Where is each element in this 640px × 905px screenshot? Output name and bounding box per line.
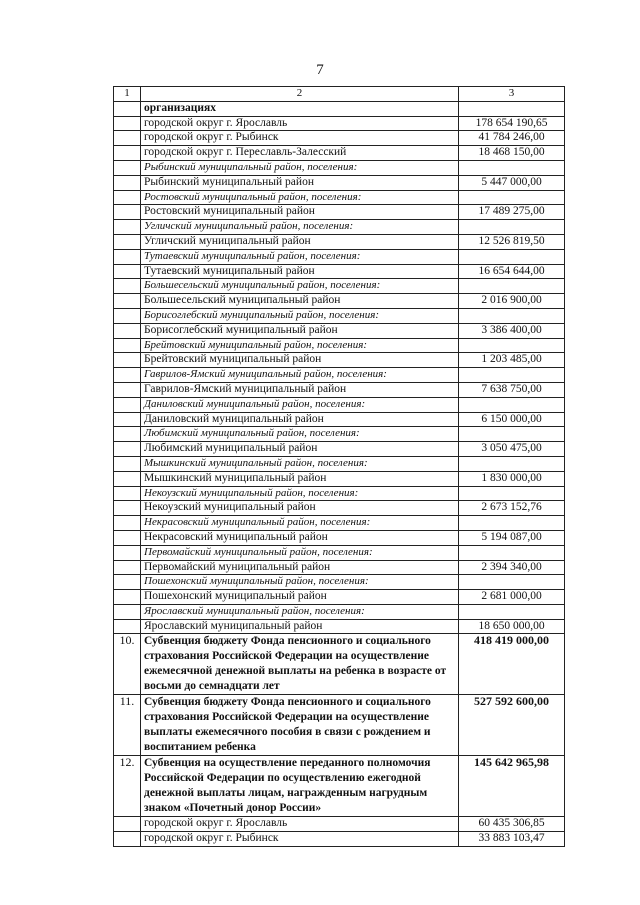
row-amount: 60 435 306,85 (459, 817, 565, 832)
table-row (114, 101, 565, 116)
row-amount: 5 194 087,00 (459, 530, 565, 545)
table-row (114, 456, 565, 471)
table-row (114, 353, 565, 368)
row-description: Некоузский муниципальный район, поселения: (141, 486, 459, 501)
table-row (114, 323, 565, 338)
row-number (114, 116, 141, 131)
table-row (114, 160, 565, 175)
row-number: 11. (114, 695, 141, 756)
row-amount (459, 190, 565, 205)
row-description: Борисоглебский муниципальный район (141, 323, 459, 338)
table-row (114, 619, 565, 634)
row-number (114, 575, 141, 590)
row-description: Гаврилов-Ямский муниципальный район (141, 382, 459, 397)
table-row (114, 604, 565, 619)
table-row (114, 530, 565, 545)
row-number (114, 101, 141, 116)
table-row (114, 756, 565, 817)
row-description: Пошехонский муниципальный район, поселения: (141, 575, 459, 590)
row-number (114, 175, 141, 190)
header-col-1: 1 (114, 87, 141, 102)
row-number (114, 501, 141, 516)
table-row (114, 832, 565, 847)
table-row (114, 560, 565, 575)
row-description: Первомайский муниципальный район (141, 560, 459, 575)
row-amount: 418 419 000,00 (459, 634, 565, 695)
table-row (114, 817, 565, 832)
row-amount (459, 279, 565, 294)
row-number (114, 604, 141, 619)
table-row (114, 501, 565, 516)
row-description: городской округ г. Переславль-Залесский (141, 146, 459, 161)
table-row (114, 234, 565, 249)
row-description: Угличский муниципальный район, поселения: (141, 220, 459, 235)
row-number (114, 832, 141, 847)
row-amount: 2 394 340,00 (459, 560, 565, 575)
row-description: Брейтовский муниципальный район (141, 353, 459, 368)
table-row (114, 695, 565, 756)
row-number: 12. (114, 756, 141, 817)
row-amount (459, 160, 565, 175)
row-number (114, 530, 141, 545)
row-description: Ярославский муниципальный район (141, 619, 459, 634)
row-number (114, 368, 141, 383)
row-description: Ростовский муниципальный район, поселения: (141, 190, 459, 205)
table-row (114, 397, 565, 412)
row-description: Ростовский муниципальный район (141, 205, 459, 220)
table-header-row (114, 87, 565, 102)
row-description: Гаврилов-Ямский муниципальный район, поселения: (141, 368, 459, 383)
row-description: Субвенция бюджету Фонда пенсионного и социального страхования Российской Федерации на осуществление выплаты ежемесячного пособия в связи с рождением и воспитанием ребенка (141, 695, 459, 756)
row-amount (459, 220, 565, 235)
row-number (114, 471, 141, 486)
row-number (114, 619, 141, 634)
row-number (114, 294, 141, 309)
table-row (114, 131, 565, 146)
table-row (114, 442, 565, 457)
row-amount (459, 516, 565, 531)
table-row (114, 338, 565, 353)
row-amount: 145 642 965,98 (459, 756, 565, 817)
row-amount (459, 545, 565, 560)
table-row (114, 368, 565, 383)
row-description: Пошехонский муниципальный район (141, 590, 459, 605)
row-number (114, 146, 141, 161)
row-amount (459, 249, 565, 264)
row-number (114, 264, 141, 279)
row-number (114, 249, 141, 264)
row-amount (459, 486, 565, 501)
row-amount: 2 681 000,00 (459, 590, 565, 605)
row-number (114, 382, 141, 397)
row-amount (459, 575, 565, 590)
row-amount: 3 386 400,00 (459, 323, 565, 338)
row-amount: 33 883 103,47 (459, 832, 565, 847)
row-amount: 18 468 150,00 (459, 146, 565, 161)
row-description: Угличский муниципальный район (141, 234, 459, 249)
row-amount: 3 050 475,00 (459, 442, 565, 457)
row-amount: 1 830 000,00 (459, 471, 565, 486)
row-amount (459, 427, 565, 442)
row-number (114, 338, 141, 353)
row-description: Мышкинский муниципальный район, поселения: (141, 456, 459, 471)
table-row (114, 116, 565, 131)
row-amount: 17 489 275,00 (459, 205, 565, 220)
row-amount: 7 638 750,00 (459, 382, 565, 397)
page-number: 7 (316, 62, 324, 78)
row-amount (459, 338, 565, 353)
subvention-table (113, 86, 565, 847)
row-description: Некрасовский муниципальный район, поселения: (141, 516, 459, 531)
row-description: Даниловский муниципальный район (141, 412, 459, 427)
table-row (114, 294, 565, 309)
row-description: Субвенция бюджету Фонда пенсионного и социального страхования Российской Федерации на осуществление ежемесячной денежной выплаты на ребенка в возрасте от восьми до семнадцати лет (141, 634, 459, 695)
row-number (114, 560, 141, 575)
row-number (114, 397, 141, 412)
row-description: Первомайский муниципальный район, поселения: (141, 545, 459, 560)
row-description: городской округ г. Рыбинск (141, 832, 459, 847)
row-description: городской округ г. Ярославль (141, 817, 459, 832)
table-row (114, 634, 565, 695)
row-amount: 2 016 900,00 (459, 294, 565, 309)
row-amount: 5 447 000,00 (459, 175, 565, 190)
row-number (114, 427, 141, 442)
row-description: городской округ г. Рыбинск (141, 131, 459, 146)
row-number (114, 590, 141, 605)
table-row (114, 516, 565, 531)
row-description: Тутаевский муниципальный район, поселения: (141, 249, 459, 264)
row-number (114, 516, 141, 531)
row-number (114, 279, 141, 294)
row-number (114, 353, 141, 368)
row-description: Тутаевский муниципальный район (141, 264, 459, 279)
table-row (114, 249, 565, 264)
table-row (114, 175, 565, 190)
row-number (114, 545, 141, 560)
row-description: Любимский муниципальный район, поселения: (141, 427, 459, 442)
row-number (114, 190, 141, 205)
row-amount: 12 526 819,50 (459, 234, 565, 249)
row-amount: 41 784 246,00 (459, 131, 565, 146)
row-number (114, 456, 141, 471)
row-amount: 16 654 644,00 (459, 264, 565, 279)
row-description: Рыбинский муниципальный район, поселения: (141, 160, 459, 175)
table-row (114, 590, 565, 605)
table-row (114, 486, 565, 501)
row-description: Рыбинский муниципальный район (141, 175, 459, 190)
table-row (114, 545, 565, 560)
row-description: Некоузский муниципальный район (141, 501, 459, 516)
row-number (114, 308, 141, 323)
row-number (114, 323, 141, 338)
table-row (114, 220, 565, 235)
header-col-3: 3 (459, 87, 565, 102)
row-description: организациях (141, 101, 459, 116)
table-row (114, 279, 565, 294)
row-number (114, 234, 141, 249)
row-amount: 527 592 600,00 (459, 695, 565, 756)
header-col-2: 2 (141, 87, 459, 102)
row-amount (459, 456, 565, 471)
row-amount: 1 203 485,00 (459, 353, 565, 368)
row-amount (459, 308, 565, 323)
row-description: Ярославский муниципальный район, поселения: (141, 604, 459, 619)
row-number: 10. (114, 634, 141, 695)
row-amount (459, 397, 565, 412)
row-amount: 2 673 152,76 (459, 501, 565, 516)
row-number (114, 486, 141, 501)
row-description: Большесельский муниципальный район (141, 294, 459, 309)
row-description: Мышкинский муниципальный район (141, 471, 459, 486)
row-description: Брейтовский муниципальный район, поселения: (141, 338, 459, 353)
row-description: Борисоглебский муниципальный район, поселения: (141, 308, 459, 323)
row-description: Большесельский муниципальный район, поселения: (141, 279, 459, 294)
row-description: городской округ г. Ярославль (141, 116, 459, 131)
row-description: Любимский муниципальный район (141, 442, 459, 457)
row-description: Даниловский муниципальный район, поселения: (141, 397, 459, 412)
row-number (114, 442, 141, 457)
row-amount: 178 654 190,65 (459, 116, 565, 131)
table-row (114, 412, 565, 427)
row-number (114, 220, 141, 235)
row-amount (459, 101, 565, 116)
row-number (114, 160, 141, 175)
table-row (114, 382, 565, 397)
table-row (114, 427, 565, 442)
row-amount (459, 604, 565, 619)
table-row (114, 575, 565, 590)
table-row (114, 264, 565, 279)
row-amount (459, 368, 565, 383)
row-amount: 6 150 000,00 (459, 412, 565, 427)
table-row (114, 471, 565, 486)
row-amount: 18 650 000,00 (459, 619, 565, 634)
row-description: Субвенция на осуществление переданного полномочия Российской Федерации по осуществлению ежегодной денежной выплаты лицам, награжденным нагрудным знаком «Почетный донор России» (141, 756, 459, 817)
table-row (114, 146, 565, 161)
table-row (114, 205, 565, 220)
table-row (114, 308, 565, 323)
row-number (114, 817, 141, 832)
row-number (114, 131, 141, 146)
table-row (114, 190, 565, 205)
row-number (114, 205, 141, 220)
row-number (114, 412, 141, 427)
row-description: Некрасовский муниципальный район (141, 530, 459, 545)
